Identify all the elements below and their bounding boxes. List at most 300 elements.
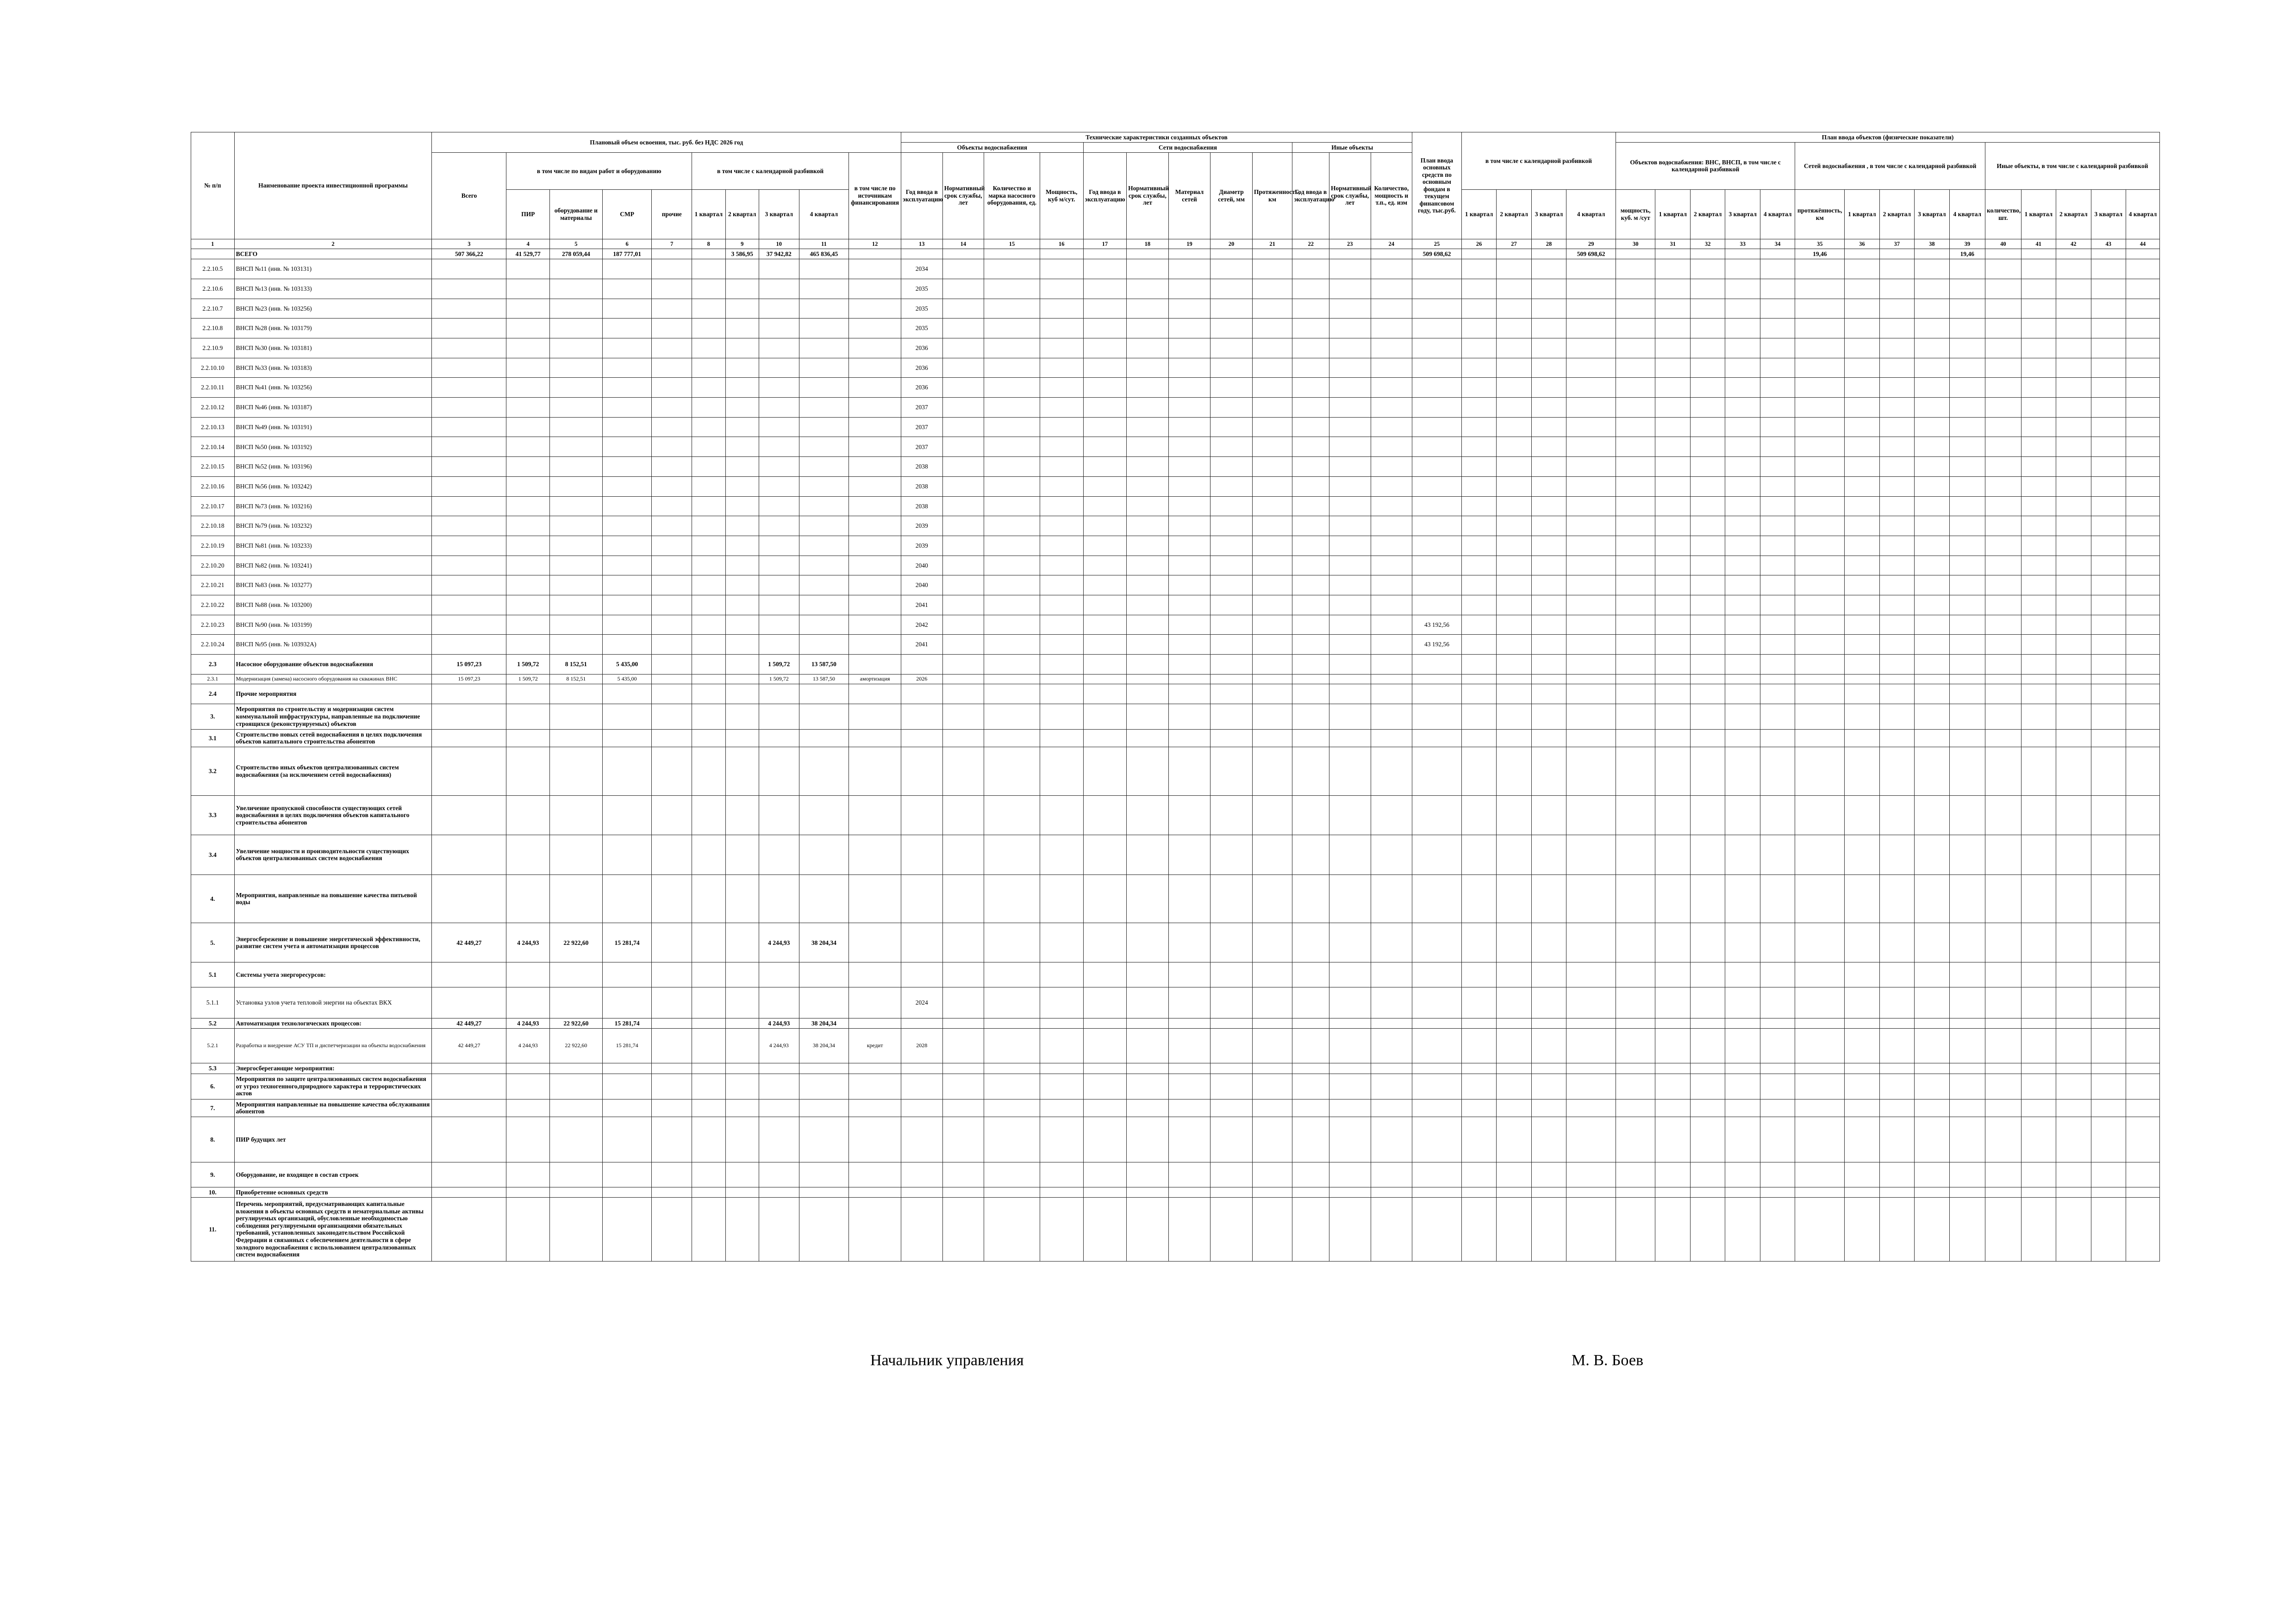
cell-fq4 [1566, 1074, 1616, 1099]
cell-q2 [725, 457, 759, 477]
cell-ct-q1 [2021, 655, 2056, 675]
cell-q2 [725, 674, 759, 684]
cell-equip [550, 615, 603, 635]
cell-plan-fixed [1412, 747, 1462, 796]
cell-ct-q2 [2056, 1063, 2091, 1074]
cell-other [652, 1029, 692, 1063]
header-ln-q1: 1 квартал [1845, 189, 1879, 239]
cell-ct-q1 [2021, 1117, 2056, 1162]
cell-ct-q1 [2021, 684, 2056, 704]
cell-pir [506, 279, 550, 299]
cell-pw-q2 [1690, 655, 1725, 675]
cell-number: 3.2 [191, 747, 235, 796]
cell-power [1040, 595, 1083, 615]
cell-oth-qty [1371, 476, 1412, 496]
cell-q2 [725, 1187, 759, 1197]
cell-oth-qty [1371, 536, 1412, 556]
cell-fin [849, 1117, 901, 1162]
cell-oth-year [1292, 249, 1329, 259]
cell-number: 5.2.1 [191, 1029, 235, 1063]
cell-number: 7. [191, 1099, 235, 1117]
cell-len-total [1795, 299, 1845, 319]
cell-oth-year [1292, 987, 1329, 1018]
cell-q1 [692, 319, 725, 338]
cell-total [432, 729, 506, 747]
cell-pir [506, 874, 550, 923]
cell-ct-q3 [2091, 1074, 2126, 1099]
cell-len-q2 [1879, 674, 1914, 684]
cell-other [652, 923, 692, 962]
cell-plan-fixed [1412, 674, 1462, 684]
cell-ct-q3 [2091, 747, 2126, 796]
cell-net-year [1083, 874, 1127, 923]
cell-pw-q2 [1690, 1029, 1725, 1063]
cell-oth-life [1329, 835, 1371, 874]
cell-pir [506, 747, 550, 796]
cell-oth-qty [1371, 704, 1412, 729]
cell-fq4 [1566, 279, 1616, 299]
cell-material [1168, 704, 1210, 729]
cell-length [1252, 556, 1292, 575]
cell-equip [550, 378, 603, 398]
cell-fq3 [1531, 747, 1566, 796]
cell-smr [602, 1117, 652, 1162]
cell-net-life [1127, 987, 1169, 1018]
cell-ct-q4 [2126, 437, 2160, 457]
cell-oth-qty [1371, 674, 1412, 684]
cell-pw-q3 [1725, 835, 1760, 874]
cell-fq3 [1531, 417, 1566, 437]
cell-fq4 [1566, 496, 1616, 516]
table-row [191, 987, 2160, 1018]
cell-smr [602, 319, 652, 338]
cell-pw-q2 [1690, 795, 1725, 835]
cell-equip [550, 1187, 603, 1197]
cell-net-life [1127, 962, 1169, 987]
cell-pw-q3 [1725, 1018, 1760, 1029]
cell-net-year [1083, 437, 1127, 457]
cell-len-q3 [1915, 595, 1949, 615]
header-pw-q1: 1 квартал [1655, 189, 1690, 239]
cell-oth-qty [1371, 457, 1412, 477]
cell-pw-q3 [1725, 398, 1760, 418]
cell-q4 [799, 417, 849, 437]
cell-q3 [759, 378, 799, 398]
cell-net-year [1083, 496, 1127, 516]
cell-pw-q1 [1655, 747, 1690, 796]
cell-len-q2 [1879, 249, 1914, 259]
cell-oth-life [1329, 655, 1371, 675]
cell-len-total [1795, 795, 1845, 835]
cell-pw-q2 [1690, 279, 1725, 299]
cell-power [1040, 556, 1083, 575]
cell-ct-q1 [2021, 1099, 2056, 1117]
cell-ct-q4 [2126, 398, 2160, 418]
cell-pw-q2 [1690, 476, 1725, 496]
cell-net-life [1127, 1074, 1169, 1099]
cell-name: Прочие мероприятия [234, 684, 432, 704]
cell-number: 2.2.10.12 [191, 398, 235, 418]
cell-length [1252, 398, 1292, 418]
cell-ct-total [1985, 259, 2021, 279]
cell-plan-fixed [1412, 437, 1462, 457]
cell-total [432, 279, 506, 299]
cell-name: ВНСП №28 (инв. № 103179) [234, 319, 432, 338]
cell-pw-q1 [1655, 874, 1690, 923]
column-number: 16 [1040, 239, 1083, 249]
cell-ct-q1 [2021, 476, 2056, 496]
cell-ct-q4 [2126, 655, 2160, 675]
cell-pw-q2 [1690, 874, 1725, 923]
header-material: Материал сетей [1168, 152, 1210, 239]
cell-len-q1 [1845, 874, 1879, 923]
cell-fin [849, 1099, 901, 1117]
cell-q2 [725, 1117, 759, 1162]
cell-ct-total [1985, 417, 2021, 437]
header-fin-source: в том числе по источникам финансирования [849, 152, 901, 239]
cell-equip [550, 319, 603, 338]
cell-fq4 [1566, 338, 1616, 358]
cell-diameter [1210, 923, 1253, 962]
cell-oth-qty [1371, 1063, 1412, 1074]
cell-ct-q1 [2021, 747, 2056, 796]
cell-net-year [1083, 595, 1127, 615]
cell-pir [506, 1063, 550, 1074]
cell-name: Насосное оборудование объектов водоснабжения [234, 655, 432, 675]
cell-ct-q2 [2056, 795, 2091, 835]
cell-year-in: 2040 [901, 575, 942, 595]
cell-net-life [1127, 1117, 1169, 1162]
header-name: Наименование проекта инвестиционной программы [234, 132, 432, 239]
cell-fq2 [1497, 1117, 1531, 1162]
cell-len-q2 [1879, 259, 1914, 279]
cell-year-in: 2038 [901, 496, 942, 516]
cell-ct-q3 [2091, 536, 2126, 556]
cell-pw-q1 [1655, 249, 1690, 259]
cell-pw-q4 [1760, 319, 1795, 338]
cell-pw-total [1616, 1074, 1655, 1099]
cell-fq1 [1461, 417, 1496, 437]
cell-pump-qty [984, 1162, 1040, 1187]
cell-fq3 [1531, 249, 1566, 259]
signature-title: Начальник управления [870, 1352, 1024, 1369]
cell-ct-q1 [2021, 615, 2056, 635]
cell-other [652, 536, 692, 556]
column-number: 17 [1083, 239, 1127, 249]
cell-ct-q2 [2056, 1162, 2091, 1187]
cell-fin [849, 249, 901, 259]
cell-year-in: 2037 [901, 437, 942, 457]
cell-pump-qty [984, 615, 1040, 635]
cell-ct-q4 [2126, 674, 2160, 684]
cell-ct-total [1985, 338, 2021, 358]
cell-plan-fixed [1412, 516, 1462, 536]
cell-other [652, 1197, 692, 1261]
cell-ct-q4 [2126, 279, 2160, 299]
cell-fq2 [1497, 437, 1531, 457]
cell-len-q2 [1879, 378, 1914, 398]
cell-ct-q3 [2091, 874, 2126, 923]
cell-len-q1 [1845, 358, 1879, 378]
cell-oth-life [1329, 556, 1371, 575]
cell-pir [506, 259, 550, 279]
cell-fin: амортизация [849, 674, 901, 684]
cell-fq1 [1461, 1197, 1496, 1261]
cell-equip [550, 437, 603, 457]
cell-ct-total [1985, 835, 2021, 874]
cell-fq2 [1497, 417, 1531, 437]
cell-smr [602, 615, 652, 635]
cell-fq2 [1497, 1187, 1531, 1197]
cell-q1 [692, 1117, 725, 1162]
cell-smr [602, 1162, 652, 1187]
cell-other [652, 1099, 692, 1117]
cell-fq4 [1566, 259, 1616, 279]
cell-name: Строительство новых сетей водоснабжения в целях подключения объектов капитального строительства абонентов [234, 729, 432, 747]
cell-len-q4 [1949, 1187, 1985, 1197]
cell-ct-q2 [2056, 987, 2091, 1018]
cell-norm-life [942, 1018, 984, 1029]
cell-diameter [1210, 249, 1253, 259]
cell-ct-q3 [2091, 556, 2126, 575]
cell-pw-total [1616, 378, 1655, 398]
cell-fq1 [1461, 987, 1496, 1018]
cell-year-in [901, 835, 942, 874]
cell-q4 [799, 835, 849, 874]
cell-len-q4 [1949, 795, 1985, 835]
cell-oth-year [1292, 835, 1329, 874]
cell-name: ВНСП №52 (инв. № 103196) [234, 457, 432, 477]
cell-material [1168, 923, 1210, 962]
cell-ct-total [1985, 1018, 2021, 1029]
cell-len-q4 [1949, 747, 1985, 796]
cell-fq4 [1566, 358, 1616, 378]
cell-ct-q1 [2021, 259, 2056, 279]
table-row [191, 835, 2160, 874]
cell-q2 [725, 575, 759, 595]
cell-material [1168, 1187, 1210, 1197]
cell-oth-year [1292, 259, 1329, 279]
cell-ct-q3 [2091, 338, 2126, 358]
cell-oth-life [1329, 704, 1371, 729]
cell-len-q2 [1879, 417, 1914, 437]
cell-oth-life [1329, 684, 1371, 704]
cell-power [1040, 457, 1083, 477]
cell-material [1168, 684, 1210, 704]
cell-pw-total [1616, 1029, 1655, 1063]
cell-len-q3 [1915, 556, 1949, 575]
cell-fq4 [1566, 1187, 1616, 1197]
cell-pw-q3 [1725, 795, 1760, 835]
cell-q4 [799, 1162, 849, 1187]
header-other-norm-life: Нормативный срок службы, лет [1329, 152, 1371, 239]
cell-pir: 1 509,72 [506, 674, 550, 684]
cell-ct-q1 [2021, 457, 2056, 477]
cell-pw-q4 [1760, 1099, 1795, 1117]
cell-oth-qty [1371, 1162, 1412, 1187]
cell-name: Увеличение пропускной способности существующих сетей водоснабжения в целях подключения объектов капитального строительства абонентов [234, 795, 432, 835]
cell-ct-q1 [2021, 795, 2056, 835]
cell-fin [849, 962, 901, 987]
cell-q3: 4 244,93 [759, 1018, 799, 1029]
cell-len-q4 [1949, 1197, 1985, 1261]
cell-len-q2 [1879, 279, 1914, 299]
cell-smr [602, 1063, 652, 1074]
cell-length [1252, 655, 1292, 675]
cell-pw-q4 [1760, 1162, 1795, 1187]
header-n: № п/п [191, 132, 235, 239]
cell-pir [506, 795, 550, 835]
cell-q3: 4 244,93 [759, 1029, 799, 1063]
column-number: 22 [1292, 239, 1329, 249]
cell-ct-q1 [2021, 249, 2056, 259]
cell-len-total [1795, 259, 1845, 279]
cell-q2 [725, 476, 759, 496]
cell-norm-life [942, 575, 984, 595]
cell-fq1 [1461, 674, 1496, 684]
cell-ct-q4 [2126, 704, 2160, 729]
cell-q2 [725, 595, 759, 615]
cell-oth-life [1329, 457, 1371, 477]
cell-plan-fixed [1412, 398, 1462, 418]
cell-pw-q3 [1725, 457, 1760, 477]
cell-ct-q3 [2091, 674, 2126, 684]
cell-smr [602, 338, 652, 358]
cell-pw-q2 [1690, 378, 1725, 398]
cell-len-q3 [1915, 437, 1949, 457]
cell-oth-year [1292, 476, 1329, 496]
column-number: 13 [901, 239, 942, 249]
cell-net-life [1127, 874, 1169, 923]
cell-fq3 [1531, 795, 1566, 835]
cell-name: Модернизация (замена) насосного оборудования на скважинах ВНС [234, 674, 432, 684]
cell-fq1 [1461, 835, 1496, 874]
cell-len-q1 [1845, 249, 1879, 259]
cell-year-in: 2038 [901, 476, 942, 496]
cell-pw-q3 [1725, 704, 1760, 729]
cell-total [432, 358, 506, 378]
cell-other [652, 747, 692, 796]
cell-other [652, 516, 692, 536]
cell-oth-qty [1371, 575, 1412, 595]
cell-oth-life [1329, 259, 1371, 279]
cell-fq4 [1566, 398, 1616, 418]
column-number: 41 [2021, 239, 2056, 249]
cell-material [1168, 476, 1210, 496]
cell-len-q4 [1949, 1162, 1985, 1187]
cell-q2 [725, 987, 759, 1018]
cell-fin [849, 437, 901, 457]
cell-pw-q1 [1655, 1162, 1690, 1187]
cell-len-q1 [1845, 923, 1879, 962]
cell-ct-total [1985, 437, 2021, 457]
cell-fq2 [1497, 962, 1531, 987]
cell-ct-q1 [2021, 1197, 2056, 1261]
cell-len-total [1795, 1018, 1845, 1029]
cell-ct-q2 [2056, 279, 2091, 299]
cell-ct-q2 [2056, 556, 2091, 575]
cell-pw-q2 [1690, 437, 1725, 457]
cell-other [652, 496, 692, 516]
column-number: 36 [1845, 239, 1879, 249]
cell-ct-q3 [2091, 835, 2126, 874]
cell-name: Оборудование, не входящее в состав строек [234, 1162, 432, 1187]
cell-fq2 [1497, 729, 1531, 747]
cell-pir [506, 615, 550, 635]
cell-ct-q4 [2126, 575, 2160, 595]
cell-norm-life [942, 674, 984, 684]
cell-q4 [799, 1099, 849, 1117]
cell-fq1 [1461, 1063, 1496, 1074]
cell-pw-q2 [1690, 358, 1725, 378]
cell-net-life [1127, 299, 1169, 319]
cell-q1 [692, 635, 725, 655]
cell-fq3 [1531, 684, 1566, 704]
cell-pw-q4 [1760, 1029, 1795, 1063]
cell-material [1168, 1099, 1210, 1117]
cell-oth-life [1329, 987, 1371, 1018]
cell-other [652, 279, 692, 299]
cell-q3 [759, 437, 799, 457]
cell-year-in [901, 962, 942, 987]
cell-net-life [1127, 923, 1169, 962]
cell-pump-qty [984, 747, 1040, 796]
cell-ct-q2 [2056, 249, 2091, 259]
cell-pump-qty [984, 319, 1040, 338]
cell-year-in: 2037 [901, 398, 942, 418]
cell-name: Мероприятия по защите централизованных систем водоснабжения от угроз техногенного,природного характера и террористических актов [234, 1074, 432, 1099]
cell-norm-life [942, 496, 984, 516]
cell-fq4 [1566, 684, 1616, 704]
table-row [191, 398, 2160, 418]
cell-year-in: 2038 [901, 457, 942, 477]
cell-fq3 [1531, 1099, 1566, 1117]
cell-net-life [1127, 496, 1169, 516]
cell-ct-q4 [2126, 457, 2160, 477]
cell-fin [849, 1187, 901, 1197]
cell-other [652, 358, 692, 378]
cell-q1 [692, 1099, 725, 1117]
cell-equip [550, 556, 603, 575]
column-number: 14 [942, 239, 984, 249]
header-other: прочие [652, 189, 692, 239]
cell-name: ВНСП №82 (инв. № 103241) [234, 556, 432, 575]
cell-smr: 5 435,00 [602, 655, 652, 675]
cell-pw-q1 [1655, 417, 1690, 437]
cell-total [432, 398, 506, 418]
cell-ct-q4 [2126, 729, 2160, 747]
cell-other [652, 635, 692, 655]
cell-total [432, 338, 506, 358]
cell-diameter [1210, 1162, 1253, 1187]
cell-ct-q4 [2126, 476, 2160, 496]
cell-pir: 4 244,93 [506, 1018, 550, 1029]
cell-oth-year [1292, 1162, 1329, 1187]
cell-year-in: 2039 [901, 516, 942, 536]
cell-smr [602, 476, 652, 496]
cell-len-q1 [1845, 747, 1879, 796]
cell-q1 [692, 398, 725, 418]
cell-len-q4: 19,46 [1949, 249, 1985, 259]
cell-pump-qty [984, 962, 1040, 987]
cell-fq2 [1497, 575, 1531, 595]
cell-year-in [901, 1197, 942, 1261]
cell-pw-q4 [1760, 496, 1795, 516]
cell-q1 [692, 1162, 725, 1187]
cell-pw-q3 [1725, 496, 1760, 516]
cell-pw-q3 [1725, 1197, 1760, 1261]
cell-diameter [1210, 358, 1253, 378]
